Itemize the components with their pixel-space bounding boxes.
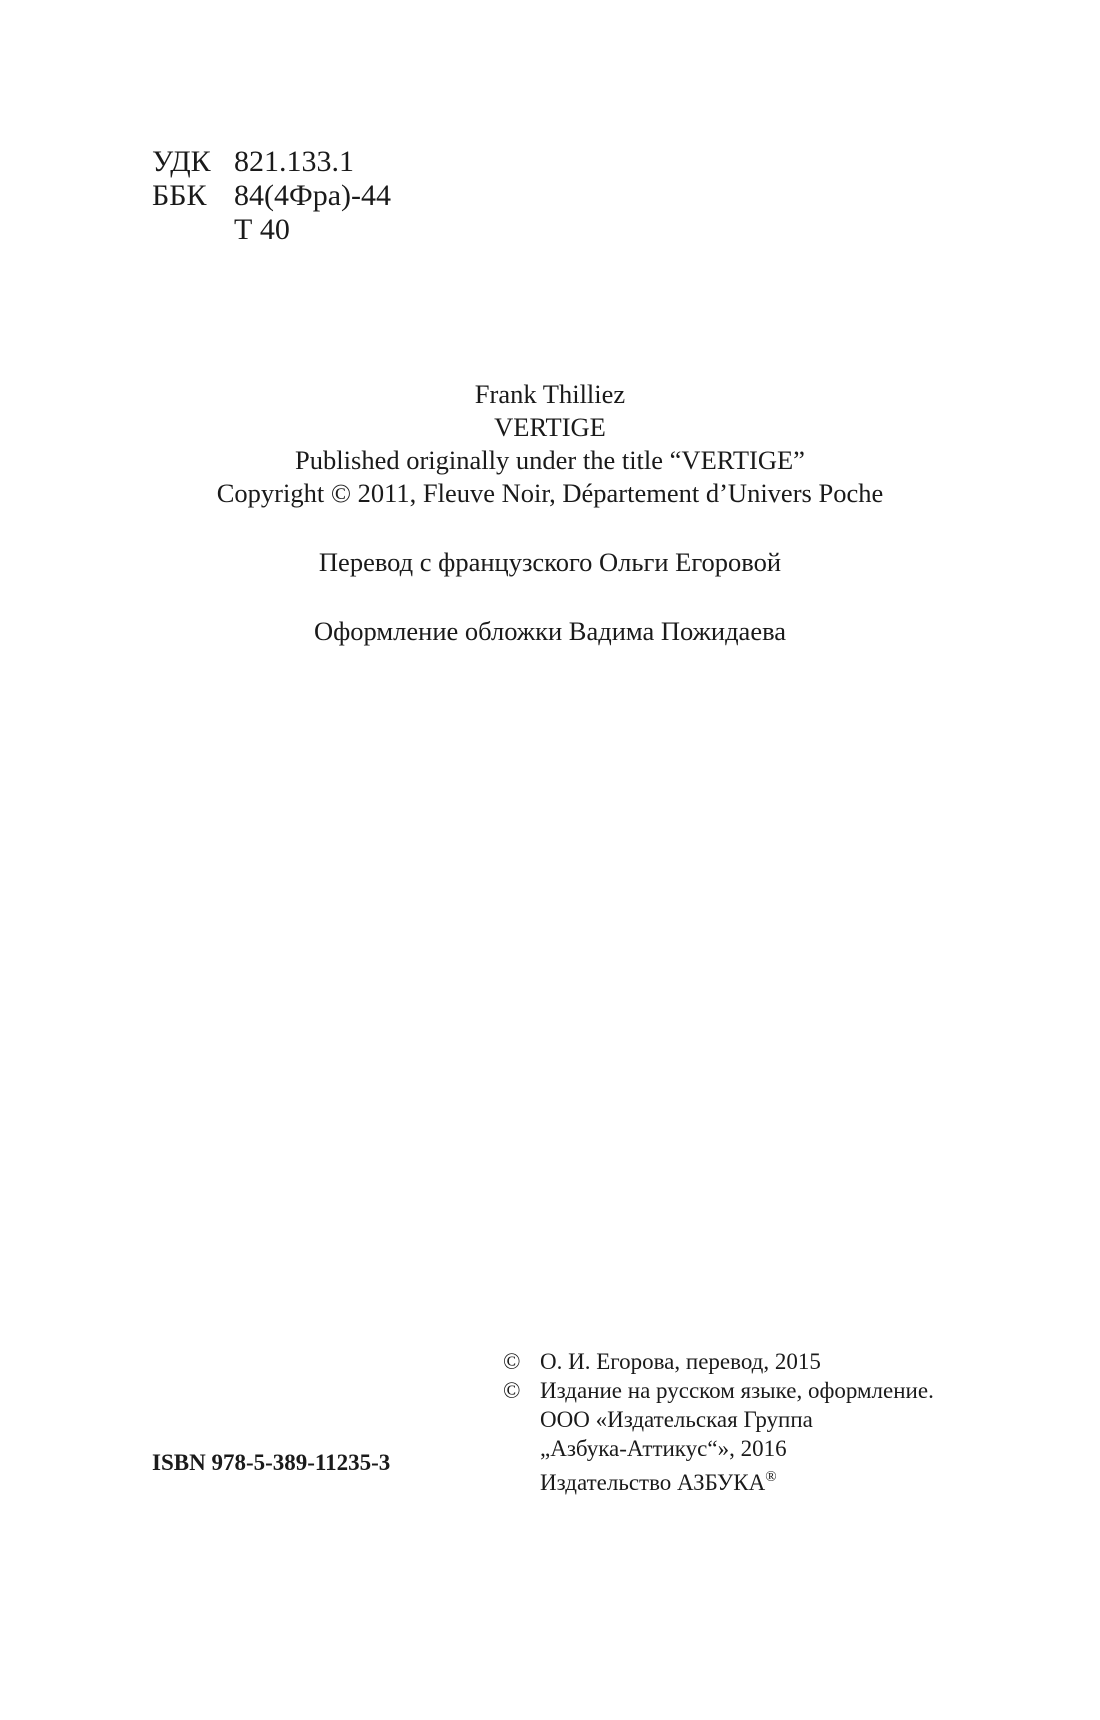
original-copyright-line: Copyright © 2011, Fleuve Noir, Département d’Univers Poche <box>216 478 884 508</box>
classification-block <box>152 145 391 247</box>
edition-line-2: ООО «Издательская Группа <box>540 1407 813 1432</box>
udk-value: 821.133.1 <box>234 145 354 178</box>
translation-credit: Перевод с французского Ольги Егоровой <box>318 547 782 577</box>
author-mark-row <box>152 213 391 247</box>
publisher-name: Издательство АЗБУКА <box>540 1470 766 1495</box>
bbk-label: ББК <box>152 179 207 212</box>
udk-label: УДК <box>152 145 211 178</box>
udk-row <box>152 145 391 179</box>
translation-copyright-row <box>503 1347 934 1376</box>
registered-mark: ® <box>765 1469 777 1485</box>
cover-design-credit: Оформление обложки Вадима Пожидаева <box>313 616 787 646</box>
isbn: ISBN 978-5-389-11235-3 <box>152 1450 391 1475</box>
original-author: Frank Thilliez <box>474 379 626 409</box>
edition-copyright-row <box>503 1376 934 1405</box>
edition-line-3: „Азбука-Аттикус“», 2016 <box>540 1436 787 1461</box>
bbk-row <box>152 179 391 213</box>
published-line: Published originally under the title “VERTIGE” <box>295 445 805 475</box>
original-title: VERTIGE <box>494 412 606 442</box>
copyright-symbol: © <box>503 1349 521 1374</box>
translation-copyright: О. И. Егорова, перевод, 2015 <box>540 1349 821 1374</box>
bbk-value: 84(4Фра)-44 <box>234 179 391 212</box>
edition-line-1: Издание на русском языке, оформление. <box>540 1378 934 1403</box>
copyrights-block <box>503 1347 934 1497</box>
copyright-symbol: © <box>503 1378 521 1403</box>
author-mark: Т 40 <box>234 213 290 246</box>
publisher-line <box>503 1463 934 1497</box>
credits-block <box>0 378 1100 648</box>
